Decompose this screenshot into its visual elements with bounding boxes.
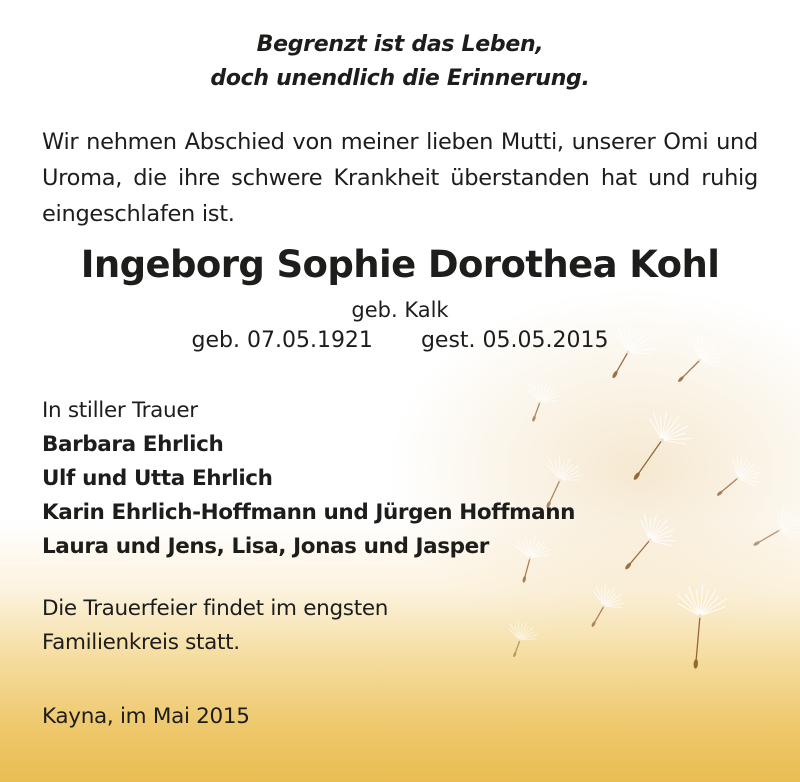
deceased-name: Ingeborg Sophie Dorothea Kohl — [80, 243, 720, 286]
ceremony-notice — [42, 592, 542, 660]
birth-name: geb. Kalk — [351, 298, 449, 322]
ceremony-line-2: Familienkreis statt. — [42, 630, 240, 655]
birth-date: geb. 07.05.1921 — [191, 328, 373, 353]
motto-line-2: doch unendlich die Erinnerung. — [210, 66, 590, 91]
mourner-name: Barbara Ehrlich — [42, 432, 224, 457]
death-date: gest. 05.05.2015 — [420, 328, 609, 353]
life-dates — [0, 324, 800, 358]
mourners-block — [42, 394, 742, 564]
intro-text: Wir nehmen Abschied von meiner lieben Mutti, unserer Omi und Uroma, die ihre schwere Krankheit überstanden hat und ruhig eingeschlafen ist. — [42, 129, 758, 227]
place-and-date: Kayna, im Mai 2015 — [42, 704, 250, 729]
ceremony-line-1: Die Trauerfeier findet im engsten — [42, 596, 389, 621]
mourners-label: In stiller Trauer — [42, 398, 198, 423]
motto-line-1: Begrenzt ist das Leben, — [256, 32, 544, 57]
mourner-name: Laura und Jens, Lisa, Jonas und Jasper — [42, 534, 489, 559]
dandelion-seed — [753, 507, 800, 547]
mourner-name: Karin Ehrlich-Hoffmann und Jürgen Hoffmann — [42, 500, 576, 525]
mourner-name: Ulf und Utta Ehrlich — [42, 466, 273, 491]
motto — [0, 28, 800, 96]
dandelion-seed — [591, 585, 625, 627]
dandelion-seed — [677, 585, 726, 669]
